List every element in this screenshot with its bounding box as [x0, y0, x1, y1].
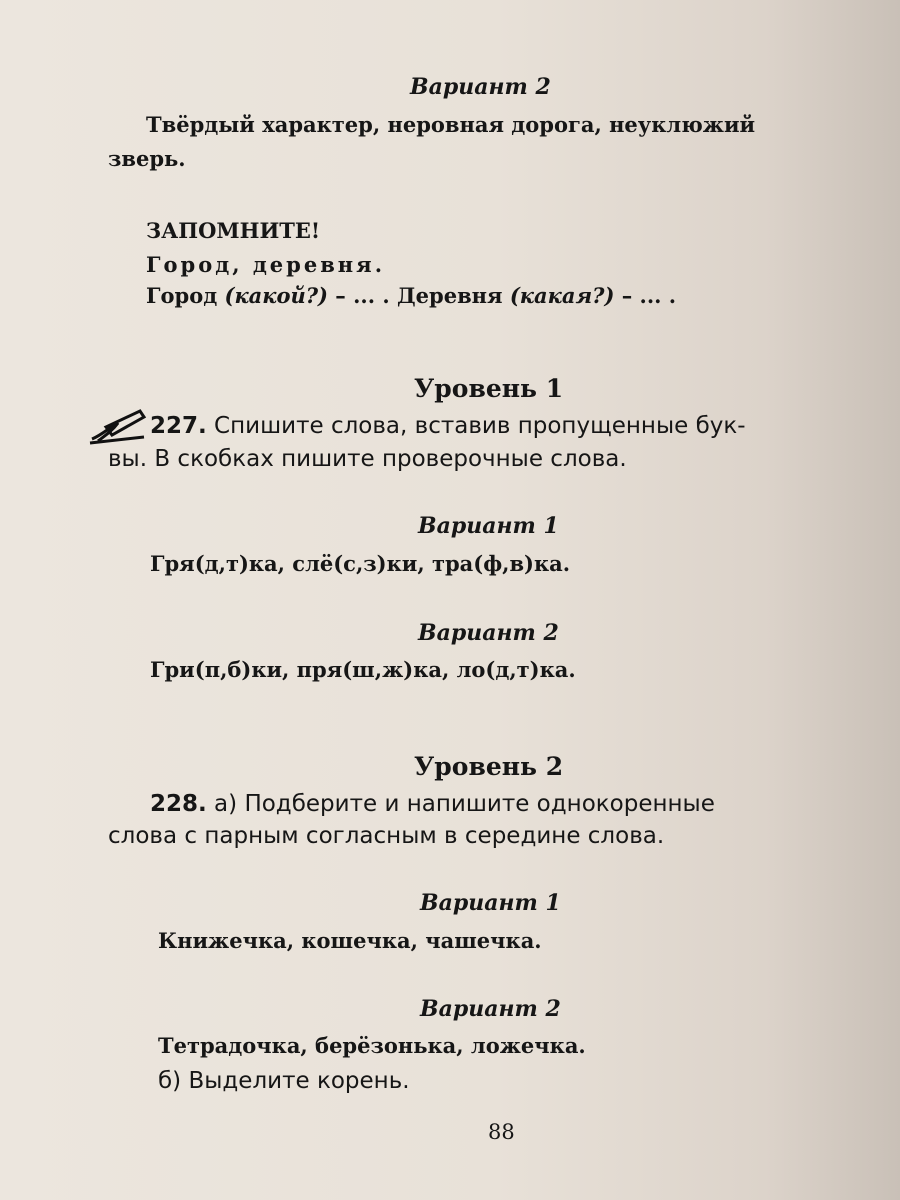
exercise-text: Гри(п,б)ки, пря(ш,ж)ка, ло(д,т)ка. — [150, 657, 576, 682]
task-text: Спишите слова, вставив пропущенные бук- — [206, 413, 746, 439]
task-text-line: слова с парным согласным в середине слова. — [108, 823, 665, 849]
variant-heading: Вариант 1 — [418, 513, 559, 539]
remember-heading: ЗАПОМНИТЕ! — [146, 218, 321, 243]
variant-heading: Вариант 1 — [420, 890, 561, 916]
pen-writing-icon — [88, 405, 148, 445]
remember-village-question: (какая?) — [509, 283, 615, 308]
exercise-text: Гря(д,т)ка, слё(с,з)ки, тра(ф,в)ка. — [150, 551, 571, 576]
task-227-line — [150, 413, 746, 439]
variant-heading: Вариант 2 — [410, 74, 551, 100]
exercise-text: Книжечка, кошечка, чашечка. — [158, 928, 542, 953]
text-line: Твёрдый характер, неровная дорога, неуклюжий — [146, 112, 756, 137]
level-heading: Уровень 1 — [414, 374, 564, 403]
level-heading: Уровень 2 — [414, 752, 564, 781]
task-number: 227. — [150, 413, 207, 439]
task-b-text: б) Выделите корень. — [158, 1068, 410, 1094]
remember-city-question: (какой?) — [224, 283, 328, 308]
remember-village-tail: – ... . — [614, 283, 677, 308]
text-line: зверь. — [108, 146, 186, 171]
variant-heading: Вариант 2 — [420, 996, 561, 1022]
exercise-text: Тетрадочка, берёзонька, ложечка. — [158, 1033, 586, 1058]
variant-heading: Вариант 2 — [418, 620, 559, 646]
page-number: 88 — [488, 1120, 515, 1144]
remember-words: Город, деревня. — [146, 252, 386, 277]
task-228-line — [150, 791, 715, 817]
task-number: 228. — [150, 791, 207, 817]
remember-village: Деревня — [397, 283, 503, 308]
remember-city: Город — [146, 283, 218, 308]
remember-city-tail: – ... . — [328, 283, 397, 308]
remember-line — [146, 283, 676, 308]
task-text: а) Подберите и напишите однокоренные — [206, 791, 715, 817]
task-text-line: вы. В скобках пишите проверочные слова. — [108, 446, 627, 472]
